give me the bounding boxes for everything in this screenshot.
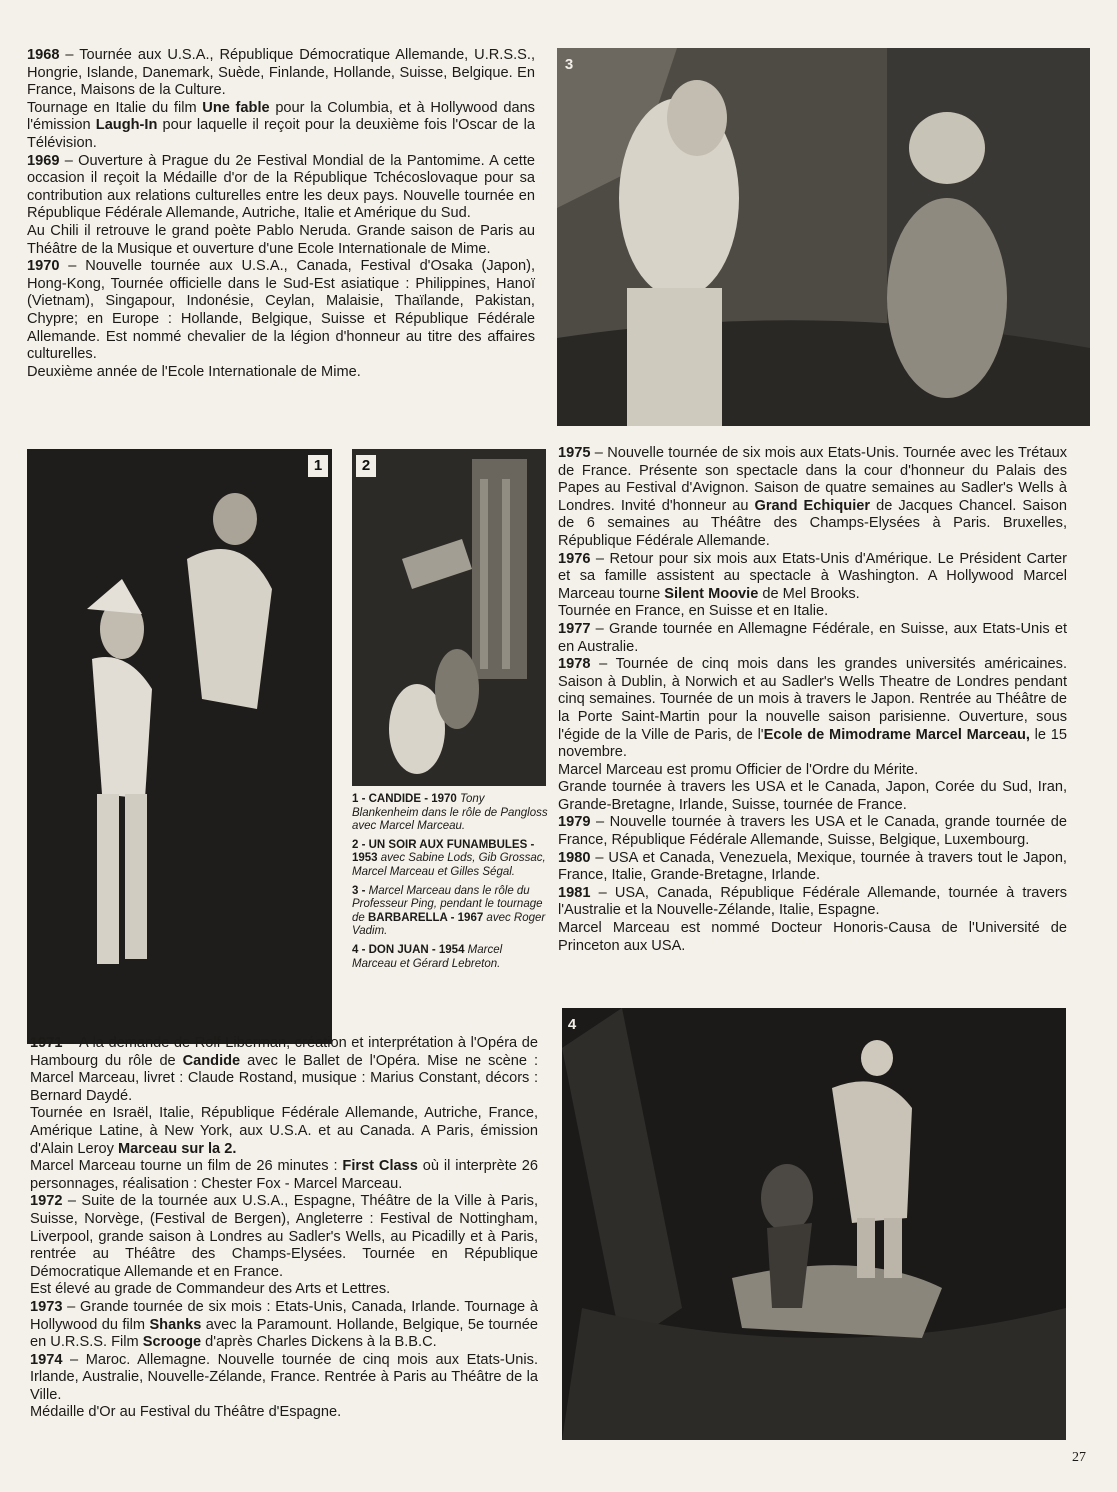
entry-1979: 1979 – Nouvelle tournée à travers les USA et le Canada, grande tournée de France, République Fédérale Allemande, Suisse, Belgique, Luxembourg. [558, 814, 1067, 849]
photo-captions [352, 793, 548, 976]
caption-1: 1 - CANDIDE - 1970 Tony Blankenheim dans le rôle de Pangloss avec Marcel Marceau. [352, 793, 548, 833]
chronology-1968-1970 [27, 47, 535, 381]
entry-1968-film: Tournage en Italie du film Une fable pour la Columbia, et à Hollywood dans l'émission Laugh-In pour laquelle il reçoit pour la deuxième fois l'Oscar de la Télévision. [27, 99, 535, 151]
entry-1975: 1975 – Nouvelle tournée de six mois aux Etats-Unis. Tournée avec les Trétaux de France. Présente son spectacle dans la cour d'honneur du Palais des Papes au Festival d'Avignon. Saison de quatre semaines au Sadler's Wells à Londres. Invité d'honneur au Grand Echiquier de Jacques Chancel. Saison de 6 semaines au Théâtre des Champs-Elysées à Paris. Bruxelles, République Fédérale Allemande. [558, 445, 1068, 549]
entry-1968: 1968 – Tournée aux U.S.A., République Démocratique Allemande, U.R.S.S., Hongrie, Islande, Danemark, Suède, Finlande, Hollande, Suisse, Belgique. En France, Maisons de la Culture. [27, 47, 535, 99]
photo-1-candide [27, 449, 332, 1044]
chronology-1971-1974 [30, 1035, 538, 1422]
photo-3-barbarella [557, 48, 1090, 426]
page-number: 27 [1072, 1450, 1086, 1465]
entry-1970-ecole: Deuxième année de l'Ecole Internationale de Mime. [27, 363, 361, 380]
caption-2: 2 - UN SOIR AUX FUNAMBULES - 1953 avec Sabine Lods, Gib Grossac, Marcel Marceau et Gilles Ségal. [352, 838, 546, 878]
entry-1974-medaille: Médaille d'Or au Festival du Théâtre d'Espagne. [30, 1404, 342, 1421]
photo-2-image [352, 449, 546, 786]
entry-1971: 1971 – A la demande de Rolf Liberman, création et interprétation à l'Opéra de Hambourg du rôle de Candide avec le Ballet de l'Opéra. Mise ne scène : Marcel Marceau, livret : Claude Rostand, musique : Marius Constant, décors : Bernard Daydé. [30, 1035, 538, 1104]
entry-1976: 1976 – Retour pour six mois aux Etats-Unis d'Amérique. Le Président Carter et sa famille assistent au spectacle à Washington. A Hollywood Marcel Marceau tourne Silent Moovie de Mel Brooks. [558, 550, 1067, 602]
photo-3-image [557, 48, 1090, 426]
entry-1971-tour: Tournée en Israël, Italie, République Fédérale Allemande, Autriche, France, Amérique Latine, à New York, aux U.S.A. et au Canada. A Paris, émission d'Alain Leroy Marceau sur la 2. [30, 1105, 538, 1157]
entry-1969: 1969 – Ouverture à Prague du 2e Festival Mondial de la Pantomime. A cette occasion il reçoit la Médaille d'or de la République Tchécoslovaque pour sa contribution aux relations culturelles entre les deux pays. Nouvelle tournée en République Fédérale Allemande, Autriche, Italie et Amérique du Sud. [27, 152, 535, 222]
entry-1972-commandeur: Est élevé au grade de Commandeur des Arts et Lettres. [30, 1281, 391, 1298]
entry-1969-chili: Au Chili il retrouve le grand poète Pablo Neruda. Grande saison de Paris au Théâtre de la Musique et ouverture d'une Ecole Internationale de Mime. [27, 222, 535, 257]
caption-3: 3 - Marcel Marceau dans le rôle du Professeur Ping, pendant le tournage de BARBARELLA - 1967 avec Roger Vadim. [352, 884, 546, 938]
photo-4-number: 4 [567, 1016, 577, 1033]
entry-1981: 1981 – USA, Canada, République Fédérale Allemande, tournée à travers l'Australie et la Nouvelle-Zélande, Italie, Espagne. [558, 884, 1067, 919]
photo-4-don-juan [562, 1008, 1066, 1440]
caption-4: 4 - DON JUAN - 1954 Marcel Marceau et Gérard Lebreton. [352, 943, 503, 970]
entry-1977: 1977 – Grande tournée en Allemagne Fédérale, en Suisse, aux Etats-Unis et en Australie. [558, 620, 1067, 655]
entry-1980: 1980 – USA et Canada, Venezuela, Mexique, tournée à travers tout le Japon, France, Italie, Grande-Bretagne, Irlande. [558, 849, 1067, 884]
entry-1973: 1973 – Grande tournée de six mois : Etats-Unis, Canada, Irlande. Tournage à Hollywood du film Shanks avec la Paramount. Hollande, Belgique, 5e tournée en U.R.S.S. Film Scrooge d'après Charles Dickens à la B.B.C. [30, 1298, 538, 1351]
entry-1978-officier: Marcel Marceau est promu Officier de l'Ordre du Mérite. [558, 761, 919, 778]
photo-1-number: 1 [308, 455, 328, 477]
entry-1978-tour: Grande tournée à travers les USA et le Canada, Japon, Corée du Sud, Iran, Grande-Bretagne, Irlande, Suisse, tournée de France. [558, 779, 1067, 813]
entry-1978: 1978 – Tournée de cinq mois dans les grandes universités américaines. Saison à Dublin, à Norwich et au Sadler's Wells Theatre de Londres pendant cinq semaines. Tournée de un mois à travers le Japon. Rentrée au Théâtre de la Porte Saint-Martin pour la nouvelle saison parisienne. Ouverture, sous l'égide de la Ville de Paris, de l'Ecole de Mimodrame Marcel Marceau, le 15 novembre. [558, 656, 1067, 761]
entry-1972: 1972 – Suite de la tournée aux U.S.A., Espagne, Théâtre de la Ville à Paris, Suisse, Norvège, (Festival de Bergen), Angleterre : Festival de Nottingham, Liverpool, grande saison à Londres au Sadler's Wells, au Picadilly et à Paris, rentrée au Théâtre des Champs-Elysées. Tournée en République Démocratique Allemande et en France. [30, 1193, 538, 1280]
entry-1971-film: Marcel Marceau tourne un film de 26 minutes : First Class où il interprète 26 personnages, réalisation : Chester Fox - Marcel Marceau. [30, 1158, 538, 1192]
photo-3-number: 3 [564, 56, 574, 73]
photo-1-image [27, 449, 332, 1044]
entry-1976-tour: Tournée en France, en Suisse et en Italie. [558, 603, 829, 620]
photo-2-number: 2 [356, 455, 376, 477]
photo-2-funambules [352, 449, 546, 786]
entry-1981-princeton: Marcel Marceau est nommé Docteur Honoris-Causa de l'Université de Princeton aux USA. [558, 920, 1067, 954]
entry-1970: 1970 – Nouvelle tournée aux U.S.A., Canada, Festival d'Osaka (Japon), Hong-Kong, Tournée officielle dans le Sud-Est asiatique : Philippines, Hanoï (Vietnam), Singapour, Indonésie, Ceylan, Malaisie, Thaïlande, Pakistan, Chypre; en Europe : Hollande, Belgique, Suisse et République Fédérale Allemande. Est nommé chevalier de la légion d'honneur au titre des affaires culturelles. [27, 258, 535, 363]
chronology-1975-1981 [558, 445, 1067, 955]
photo-4-image [562, 1008, 1066, 1440]
entry-1974: 1974 – Maroc. Allemagne. Nouvelle tournée de cinq mois aux Etats-Unis. Irlande, Australie, Nouvelle-Zélande, France. Rentrée à Paris au Théâtre de la Ville. [30, 1351, 538, 1403]
